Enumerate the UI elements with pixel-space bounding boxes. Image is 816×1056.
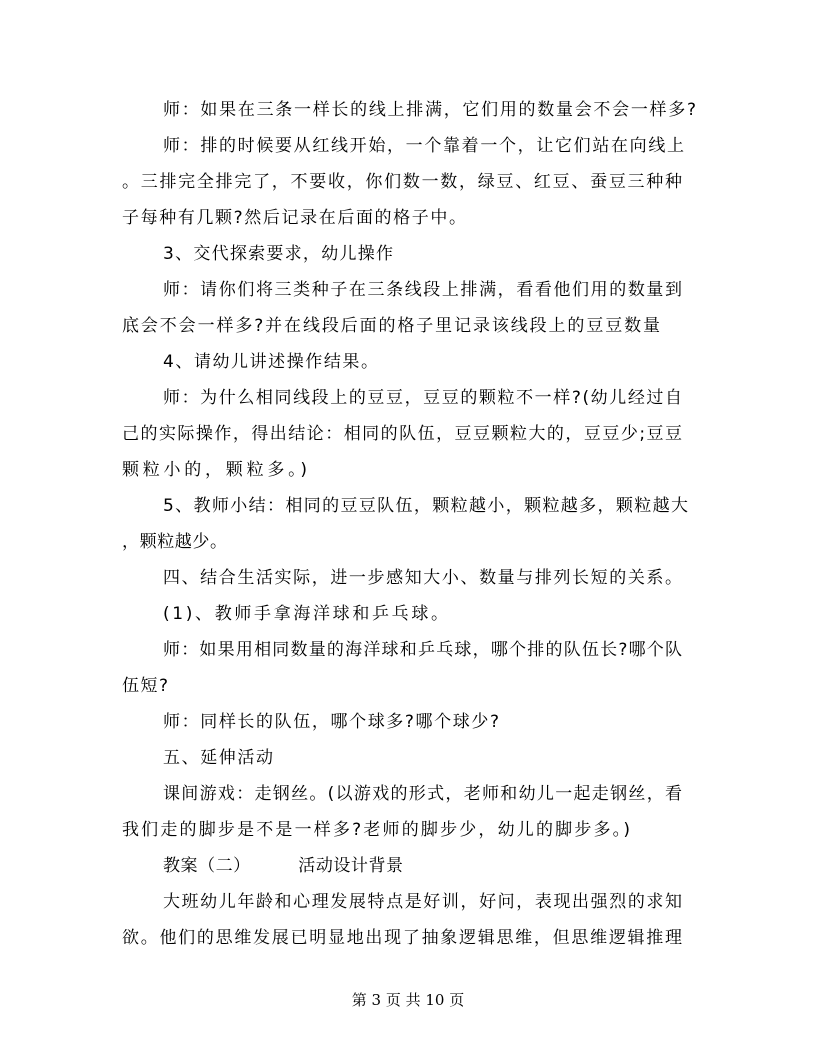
text-line: 师：为什么相同线段上的豆豆，豆豆的颗粒不一样?(幼儿经过自 [163,388,684,408]
text-line: ，颗粒越少。 [122,532,228,552]
text-line: 3、交代探索要求，幼儿操作 [163,244,395,264]
text-line: 欲。他们的思维发展已明显地出现了抽象逻辑思维，但思维逻辑推理 [122,928,684,948]
text-line: 师：如果用相同数量的海洋球和乒乓球，哪个排的队伍长?哪个队 [163,640,684,660]
text-line: 。三排完全排完了，不要收，你们数一数，绿豆、红豆、蚕豆三种种 [122,172,684,192]
text-line: 四、结合生活实际，进一步感知大小、数量与排列长短的关系。 [163,568,684,588]
text-line: 底会不会一样多?并在线段后面的格子里记录该线段上的豆豆数量 [122,316,662,336]
text-line: 师：排的时候要从红线开始，一个靠着一个，让它们站在向线上 [163,136,686,156]
text-line: 5、教师小结：相同的豆豆队伍，颗粒越小，颗粒越多，颗粒越大 [163,496,690,516]
text-line: 大班幼儿年龄和心理发展特点是好训，好问，表现出强烈的求知 [163,892,684,912]
text-line: 课间游戏：走钢丝。(以游戏的形式，老师和幼儿一起走钢丝，看 [163,784,684,804]
text-line: 师：如果在三条一样长的线上排满，它们用的数量会不会一样多? [163,100,698,120]
text-line: 师：同样长的队伍，哪个球多?哪个球少? [163,712,501,732]
text-line: 我们走的脚步是不是一样多?老师的脚步少，幼儿的脚步多。) [122,820,633,840]
text-line: 子每种有几颗?然后记录在后面的格子中。 [122,208,468,228]
text-line: 教案（二） 活动设计背景 [163,856,404,876]
text-line: 4、请幼儿讲述操作结果。 [163,352,380,372]
text-line: (1)、教师手拿海洋球和乒乓球。 [163,604,451,624]
text-line: 颗粒小的，颗粒多。) [122,460,311,480]
page-number-footer: 第 3 页 共 10 页 [351,991,465,1009]
text-line: 师：请你们将三类种子在三条线段上排满，看看他们用的数量到 [163,280,684,300]
text-line: 伍短? [122,676,170,696]
text-line: 己的实际操作，得出结论：相同的队伍，豆豆颗粒大的，豆豆少;豆豆 [122,424,684,444]
text-line: 五、延伸活动 [163,748,275,768]
